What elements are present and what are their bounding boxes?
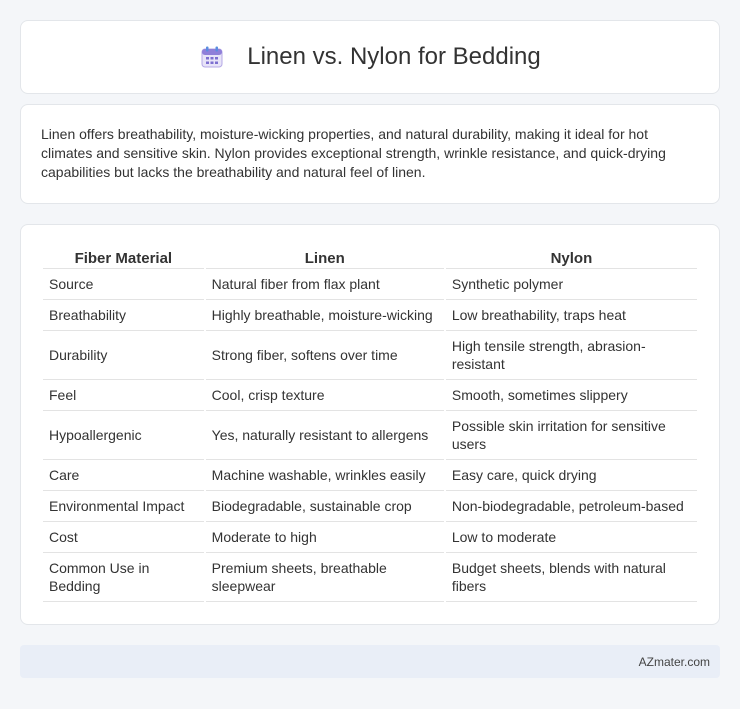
table-row: [43, 380, 697, 411]
nylon-cell: Low breathability, traps heat: [446, 300, 697, 331]
header-fiber-material: Fiber Material: [43, 245, 204, 269]
nylon-cell: Low to moderate: [446, 522, 697, 553]
row-label: Care: [43, 460, 204, 491]
table-row: [43, 331, 697, 380]
table-row: [43, 491, 697, 522]
table-row: [43, 269, 697, 300]
linen-cell: Moderate to high: [206, 522, 444, 553]
table-row: [43, 522, 697, 553]
linen-cell: Highly breathable, moisture-wicking: [206, 300, 444, 331]
row-label: Source: [43, 269, 204, 300]
linen-cell: Premium sheets, breathable sleepwear: [206, 553, 444, 602]
row-label: Common Use in Bedding: [43, 553, 204, 602]
header-linen: Linen: [206, 245, 444, 269]
linen-cell: Biodegradable, sustainable crop: [206, 491, 444, 522]
nylon-cell: Possible skin irritation for sensitive users: [446, 411, 697, 460]
linen-cell: Natural fiber from flax plant: [206, 269, 444, 300]
linen-cell: Strong fiber, softens over time: [206, 331, 444, 380]
table-header-row: [43, 245, 697, 269]
linen-cell: Cool, crisp texture: [206, 380, 444, 411]
footer: [20, 645, 720, 678]
row-label: Durability: [43, 331, 204, 380]
linen-cell: Machine washable, wrinkles easily: [206, 460, 444, 491]
nylon-cell: Non-biodegradable, petroleum-based: [446, 491, 697, 522]
nylon-cell: Synthetic polymer: [446, 269, 697, 300]
nylon-cell: Easy care, quick drying: [446, 460, 697, 491]
footer-brand: AZmater.com: [638, 654, 710, 669]
nylon-cell: High tensile strength, abrasion-resistant: [446, 331, 697, 380]
description-text: Linen offers breathability, moisture-wicking properties, and natural durability, making it ideal for hot climates and sensitive skin. Nylon provides exceptional strength, wrinkle resistance, and quick-drying capabilities but lacks the breathability and natural feel of linen.: [41, 126, 666, 180]
page-title: Linen vs. Nylon for Bedding: [247, 43, 541, 70]
table-row: [43, 553, 697, 602]
linen-cell: Yes, naturally resistant to allergens: [206, 411, 444, 460]
header-nylon: Nylon: [446, 245, 697, 269]
table-row: [43, 411, 697, 460]
row-label: Feel: [43, 380, 204, 411]
row-label: Cost: [43, 522, 204, 553]
row-label: Hypoallergenic: [43, 411, 204, 460]
calendar-icon: [199, 44, 225, 70]
comparison-card: [20, 224, 720, 625]
table-row: [43, 460, 697, 491]
description-card: [20, 104, 720, 204]
title-card: [20, 20, 720, 94]
table-row: [43, 300, 697, 331]
nylon-cell: Budget sheets, blends with natural fibers: [446, 553, 697, 602]
comparison-table: [41, 245, 699, 602]
nylon-cell: Smooth, sometimes slippery: [446, 380, 697, 411]
row-label: Breathability: [43, 300, 204, 331]
row-label: Environmental Impact: [43, 491, 204, 522]
